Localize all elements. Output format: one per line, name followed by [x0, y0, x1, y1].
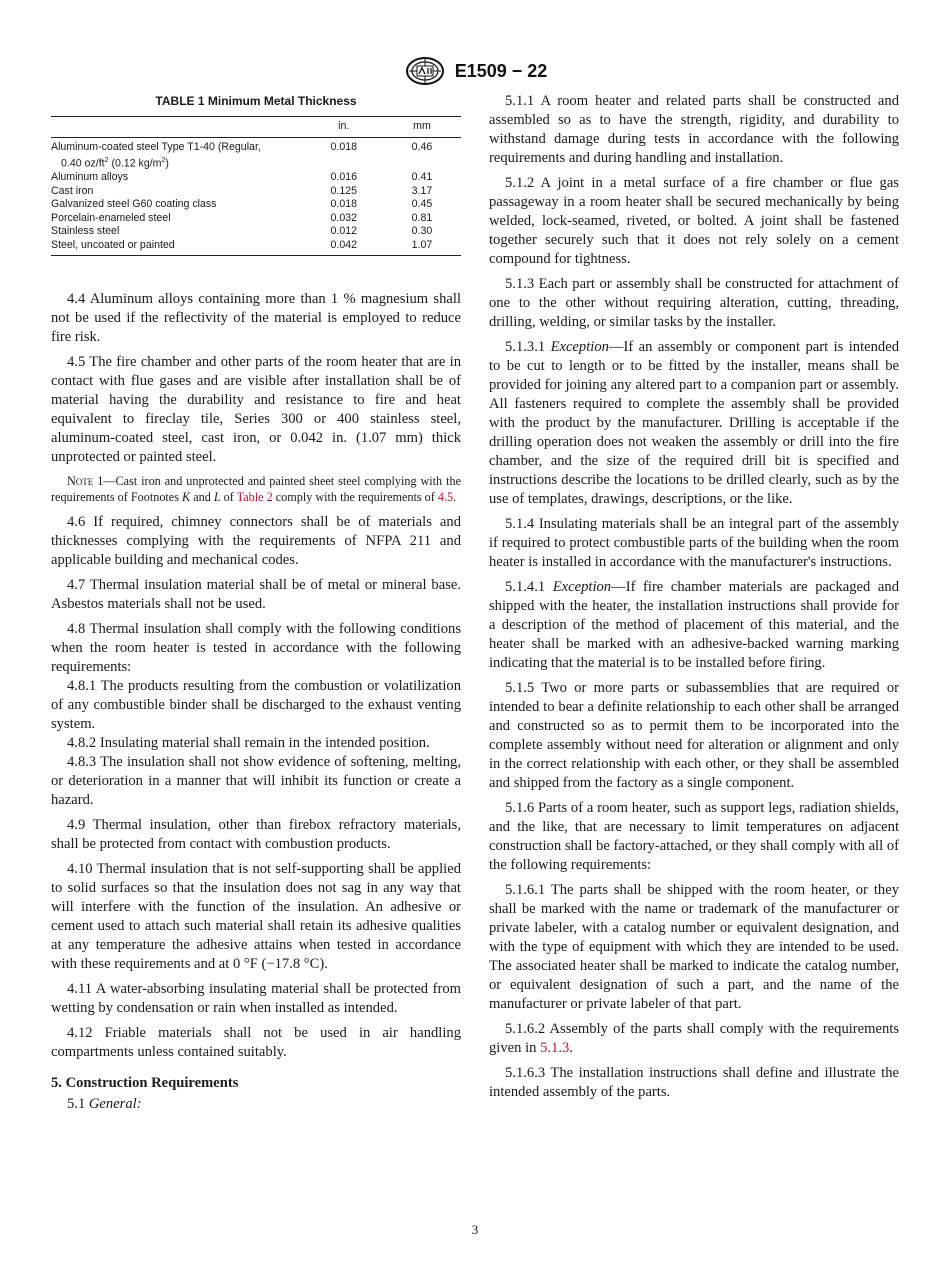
material-text: )	[165, 157, 169, 170]
value-in: 0.018	[330, 140, 358, 153]
material-cell: Cast iron	[51, 184, 94, 197]
table-row	[51, 225, 461, 239]
table-row	[51, 185, 461, 199]
paragraph-number: 5.1	[67, 1096, 89, 1113]
paragraph-5-1-6-1: 5.1.6.1 The parts shall be shipped with the room heater, or they shall be marked with the name or trademark of the manufacturer or private labeler, with a catalog number or equivalent designation, and with the type of equipment with which they are intended to be used. The associated heater shall be marked to indicate the catalog number, or equivalent designation of such a part, and the name of the manufacturer or private labeler of that part.	[489, 882, 899, 1012]
column-header-mm: mm	[383, 117, 461, 138]
paragraph-number: 5.1.3.1	[505, 339, 551, 355]
paragraph-5-1-3: 5.1.3 Each part or assembly shall be constructed for attachment of one to the other without requiring alteration, cutting, threading, drilling, welding, or similar tasks by the installer.	[489, 276, 899, 330]
paragraph-text: 5.1.6.2 Assembly of the parts shall comply with the requirements given in	[489, 1021, 899, 1056]
table-row	[51, 137, 461, 171]
material-text: (0.12 kg/m	[108, 157, 162, 170]
page-header	[0, 56, 950, 86]
table-row	[51, 212, 461, 226]
note-text: —Cast iron and unprotected and painted sheet steel complying with the requirements of Footnotes	[51, 474, 461, 505]
material-line: Aluminum-coated steel Type T1-40 (Regular,	[51, 140, 261, 153]
paragraph-4-11: 4.11 A water-absorbing insulating material shall be protected from wetting by condensation or rain when installed as intended.	[51, 981, 461, 1017]
paragraph-5-1-6-3: 5.1.6.3 The installation instructions shall define and illustrate the intended assembly of the parts.	[489, 1065, 899, 1100]
material-text: 0.40 oz/ft	[61, 157, 105, 170]
paragraph-4-12: 4.12 Friable materials shall not be used in air handling compartments unless contained suitably.	[51, 1025, 461, 1061]
value-mm: 0.45	[411, 198, 433, 211]
table-header-row	[51, 117, 461, 138]
paragraph-text: —If an assembly or component part is intended to be cut to length or to be fitted by the installer, means shall be provided for joining any altered part to a companion part or assembly. All fasteners required to complete the assembly shall be provided with the product by the manufacturer. Drilling is acceptable if the drilling operation does not weaken the assembly or drill into the fire chamber, and the size of the required drill bit is specified and instructions describe the locations to be drilled clearly, such as by the use of templates, drawings, descriptions, or the like.	[489, 339, 899, 507]
material-line-2	[51, 154, 295, 171]
astm-logo-icon	[403, 56, 447, 86]
section-4-5-link[interactable]: 4.5	[437, 490, 454, 505]
material-cell: Aluminum alloys	[51, 171, 129, 184]
value-mm: 0.81	[411, 211, 433, 224]
table-row	[51, 239, 461, 256]
paragraph-4-4: 4.4 Aluminum alloys containing more than 1 % magnesium shall not be used if the reflectivity of the material is employed to reduce fire risk.	[51, 291, 461, 346]
note-text: and	[190, 490, 214, 505]
left-column	[51, 92, 461, 1120]
paragraph-title: General:	[88, 1096, 142, 1113]
paragraph-5-1-5: 5.1.5 Two or more parts or subassemblies that are required or intended to bear a definite relationship to each other shall be arranged and constructed so as to permit them to be incorporated into the complete assembly without need for alteration or alignment and only in the correct relationship with each other, or they shall be assembled and shipped from the factory as a single component.	[489, 680, 899, 791]
paragraph-5-1-2: 5.1.2 A joint in a metal surface of a fire chamber or flue gas passageway in a room heater shall be secured mechanically by being welded, lock-seamed, riveted, or bolted. A joint shall be fastened together securely such that it does not rely solely on a cement compound for tightness.	[489, 175, 899, 267]
minimum-metal-thickness-table	[51, 116, 461, 256]
paragraph-5-1-3-1	[489, 338, 899, 509]
superscript: 2	[104, 157, 109, 164]
value-in: 0.042	[305, 239, 383, 256]
material-cell: Galvanized steel G60 coating class	[51, 198, 217, 211]
value-mm: 0.46	[411, 140, 433, 153]
paragraph-5-1-1: 5.1.1 A room heater and related parts shall be constructed and assembled so as to have the strength, rigidity, and durability to withstand damage during tests in accordance with the following requirements and during handling and installation.	[489, 93, 899, 166]
column-header-in: in.	[305, 117, 383, 138]
note-text: comply with the requirements of	[272, 490, 438, 505]
note-text: .	[453, 490, 457, 505]
paragraph-5-1-6-2	[489, 1020, 899, 1058]
value-mm: 1.07	[383, 239, 461, 256]
exception-label: Exception	[550, 339, 609, 355]
paragraph-4-5: 4.5 The fire chamber and other parts of the room heater that are in contact with flue gases and are visible after installation shall be of material having the durability and resistance to fire and heat equivalent to fireclay tile, Series 300 or 400 stainless steel, aluminum-coated steel, cast iron, or 0.042 in. (1.07 mm) thick unprotected or painted steel.	[51, 354, 461, 466]
column-header-material	[51, 117, 305, 138]
paragraph-4-8-3: 4.8.3 The insulation shall not show evidence of softening, melting, or deterioration in a manner that will inhibit its function or create a hazard.	[51, 754, 461, 809]
superscript: 2	[161, 157, 166, 164]
paragraph-5-1-6: 5.1.6 Parts of a room heater, such as support legs, radiation shields, and the like, that are necessary to limit temperatures on adjacent construction shall be factory-attached, or they shall comply with all of the following requirements:	[489, 800, 899, 873]
note-label: Note 1	[67, 474, 104, 489]
value-mm: 3.17	[411, 184, 433, 197]
table-title: TABLE 1 Minimum Metal Thickness	[155, 94, 357, 108]
material-cell: Stainless steel	[51, 225, 120, 238]
document-id: E1509 − 22	[454, 60, 548, 81]
paragraph-text: —If fire chamber materials are packaged and shipped with the heater, the installation instructions shall provide for a description of the method of placement of this material, and the heater shall be marked with an adhesive-backed warning marking indicating that the material is to be installed before firing.	[489, 579, 900, 671]
value-in: 0.032	[330, 211, 358, 224]
section-5-1-3-link[interactable]: 5.1.3	[540, 1040, 570, 1056]
value-in: 0.125	[330, 184, 358, 197]
paragraph-4-6: 4.6 If required, chimney connectors shall be of materials and thicknesses complying with the requirements of NFPA 211 and applicable building and mechanical codes.	[51, 514, 461, 569]
value-in: 0.012	[330, 225, 358, 238]
paragraph-5-1-4-1	[489, 578, 899, 673]
paragraph-4-8-2: 4.8.2 Insulating material shall remain in the intended position.	[67, 735, 430, 752]
paragraph-4-9: 4.9 Thermal insulation, other than firebox refractory materials, shall be protected from contact with combustion products.	[51, 817, 461, 853]
material-cell: Porcelain-enameled steel	[51, 211, 171, 224]
paragraph-text: .	[569, 1040, 573, 1056]
material-cell	[51, 137, 305, 171]
section-5-heading: 5. Construction Requirements	[51, 1075, 239, 1092]
paragraph-5-1-4: 5.1.4 Insulating materials shall be an integral part of the assembly if required to protect combustible parts of the building when the room heater is installed in accordance with the manufacturer's instructions.	[489, 516, 899, 570]
note-1	[51, 473, 461, 505]
paragraph-4-10: 4.10 Thermal insulation that is not self-supporting shall be applied to solid surfaces so that the insulation does not sag in any way that will interfere with the function of the insulation. An adhesive or cement used to attach such material shall retain its adhesive qualities at any temperature the adhesive attains when tested in accordance with these requirements and at 0 °F (−17.8 °C).	[51, 861, 461, 973]
note-text: of	[220, 490, 237, 505]
value-in: 0.018	[330, 198, 358, 211]
page-number: 3	[471, 1222, 479, 1237]
table-row	[51, 198, 461, 212]
value-mm: 0.30	[411, 225, 433, 238]
paragraph-4-7: 4.7 Thermal insulation material shall be of metal or mineral base. Asbestos materials shall not be used.	[51, 577, 461, 613]
paragraph-4-8: 4.8 Thermal insulation shall comply with the following conditions when the room heater is tested in accordance with the following requirements:	[51, 621, 461, 676]
paragraph-5-1	[51, 1095, 461, 1114]
value-in: 0.016	[330, 171, 358, 184]
table-row	[51, 171, 461, 185]
material-cell: Steel, uncoated or painted	[51, 239, 305, 256]
spacer	[51, 256, 461, 290]
table-2-link[interactable]: Table 2	[236, 490, 273, 505]
footnote-letter: K	[182, 490, 191, 505]
exception-label: Exception	[552, 579, 612, 595]
paragraph-number: 5.1.4.1	[505, 579, 553, 595]
right-column	[489, 92, 899, 1108]
value-mm: 0.41	[411, 171, 433, 184]
paragraph-4-8-1: 4.8.1 The products resulting from the combustion or volatilization of any combustible binder shall be discharged to the exhaust venting system.	[51, 678, 461, 733]
footnote-letter: L	[213, 490, 221, 505]
